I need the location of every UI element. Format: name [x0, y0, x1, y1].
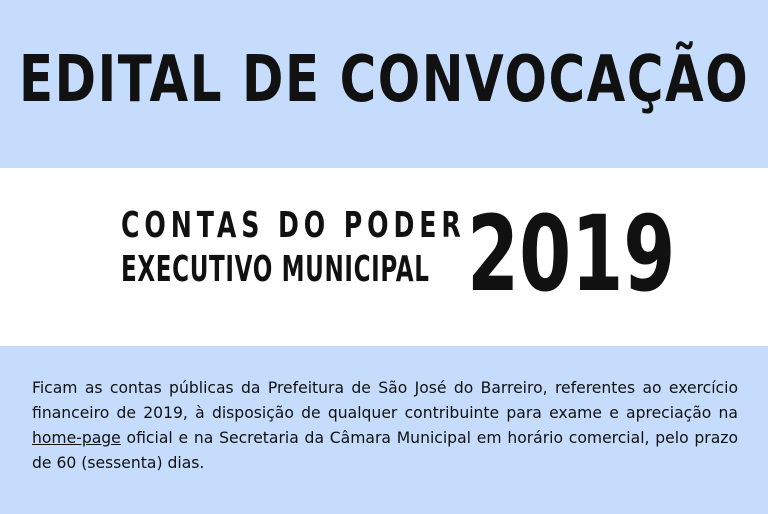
notice-text-start: Ficam as contas públicas da Prefeitura de São José do Barreiro, referentes ao exercício financeiro de 2019, à disposição de qualquer contribuinte para exame e apreciação na: [32, 379, 738, 422]
body-band: [0, 346, 768, 514]
notice-paragraph: [32, 376, 738, 476]
subtitle-line-2: EXECUTIVO MUNICIPAL: [121, 249, 430, 290]
home-page-link[interactable]: home-page: [32, 429, 121, 447]
year-label: 2019: [467, 193, 676, 315]
subtitle-band: [0, 168, 768, 346]
header-band: [0, 0, 768, 168]
notice-text-end: oficial e na Secretaria da Câmara Municipal em horário comercial, pelo prazo de 60 (sessenta) dias.: [32, 429, 738, 472]
page-title: EDITAL DE CONVOCAÇÃO: [18, 43, 750, 117]
subtitle-line-1: CONTAS DO PODER: [121, 205, 466, 246]
